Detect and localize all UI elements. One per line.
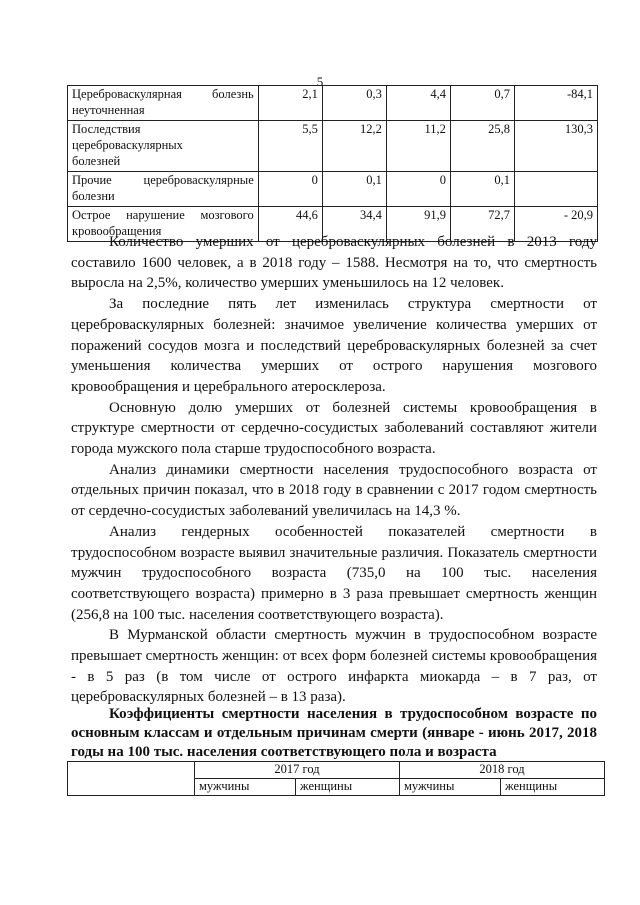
row-label-line: болезней: [72, 154, 121, 168]
row-label: [68, 172, 259, 207]
table-cell: 0,1: [450, 172, 514, 207]
sex-header: мужчины: [195, 779, 296, 796]
paragraph: Основную долю умерших от болезней системы кровообращения в структуре смертности от сердечно-сосудистых заболеваний составляют жители города мужского пола старше трудоспособного возраста.: [71, 399, 597, 458]
table-cell: 0: [258, 172, 322, 207]
table-cell: 34,4: [322, 207, 386, 242]
body-text: [71, 232, 597, 708]
row-label-line: болезни: [72, 189, 115, 203]
table-cell: 0,1: [322, 172, 386, 207]
year-header: 2017 год: [195, 762, 400, 779]
table-cell: [515, 172, 598, 207]
table-row: [68, 86, 598, 121]
paragraph: В Мурманской области смертность мужчин в трудоспособном возрасте превышает смертность женщин: от всех форм болезней системы кровообращения - в 5 раз (в том числе от острого инфаркта миокарда – в 7 раз, от цереброваскулярных болезней – в 13 раза).: [71, 627, 597, 706]
sex-header: женщины: [296, 779, 400, 796]
mortality-rates-table-continued: [67, 85, 598, 242]
paragraph: За последние пять лет изменилась структура смертности от цереброваскулярных болезней: значимое увеличение количества умерших от поражений сосудов мозга и последствий цереброваскулярных болезней за счет уменьшения количества умерших от острого нарушения мозгового кровообращения и церебрального атеросклероза.: [71, 296, 597, 395]
row-label-line: Острое нарушение мозгового: [72, 208, 254, 222]
table-cell: 0: [386, 172, 450, 207]
table-cell: 2,1: [258, 86, 322, 121]
table-cell: 12,2: [322, 121, 386, 172]
table-cell: 5,5: [258, 121, 322, 172]
table-cell: 0,3: [322, 86, 386, 121]
table-cell: 25,8: [450, 121, 514, 172]
table-header-row: [68, 762, 605, 779]
year-header: 2018 год: [399, 762, 604, 779]
table-cell: 4,4: [386, 86, 450, 121]
table-row: [68, 172, 598, 207]
table-cell: 0,7: [450, 86, 514, 121]
table-cell: 11,2: [386, 121, 450, 172]
row-label-line: Последствия цереброваскулярных: [72, 122, 183, 152]
table-cell: - 20,9: [515, 207, 598, 242]
paragraph: Анализ гендерных особенностей показателей смертности в трудоспособном возрасте выявил значительные различия. Показатель смертности мужчин трудоспособного возраста (735,0 на 100 тыс. населения соответствующего возраста) примерно в 3 раза превышает смертность женщин (256,8 на 100 тыс. населения соответствующего возраста).: [71, 523, 597, 623]
table-row: [68, 121, 598, 172]
row-label: [68, 121, 259, 172]
row-label: [68, 86, 259, 121]
row-label-line: Цереброваскулярная болезнь: [72, 87, 254, 101]
row-label-line: кровообращения: [72, 224, 162, 238]
paragraph: Количество умерших от цереброваскулярных болезней в 2013 году составило 1600 человек, а в 2018 году – 1588. Несмотря на то, что смертность выросла на 2,5%, количество умерших уменьшилось на 12 человек.: [71, 234, 597, 292]
paragraph: Анализ динамики смертности населения трудоспособного возраста от отдельных причин показал, что в 2018 году в сравнении с 2017 годом смертность от сердечно-сосудистых заболеваний увеличилась на 14,3 %.: [71, 461, 597, 520]
page-number: 5: [316, 74, 324, 89]
table-cell: 72,7: [450, 207, 514, 242]
mortality-by-sex-table: [67, 761, 605, 796]
table-title: Коэффициенты смертности населения в трудоспособном возрасте по основным классам и отдельным причинам смерти (январе - июнь 2017, 2018 годы на 100 тыс. населения соответствующего пола и возраста: [71, 706, 597, 760]
table-cell: 44,6: [258, 207, 322, 242]
table-cell: 130,3: [515, 121, 598, 172]
empty-header-cell: [68, 762, 195, 796]
table-cell: 91,9: [386, 207, 450, 242]
row-label-line: Прочие цереброваскулярные: [72, 173, 254, 187]
sex-header: женщины: [501, 779, 605, 796]
sex-header: мужчины: [399, 779, 500, 796]
row-label-line: неуточненная: [72, 103, 145, 117]
table-cell: -84,1: [515, 86, 598, 121]
